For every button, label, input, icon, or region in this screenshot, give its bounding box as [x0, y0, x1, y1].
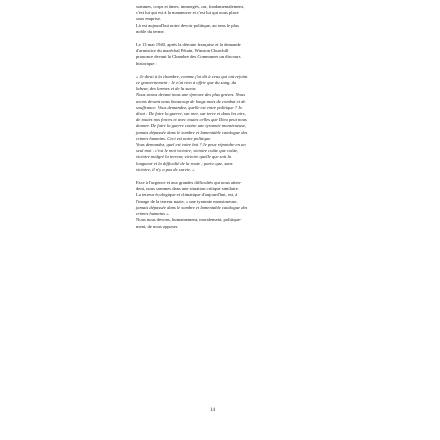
text-line: souffrance. Vous demandez, quelle est votre politique ? Je — [136, 104, 243, 110]
text-line: dent, nous sommes dans une situation critique similaire. — [136, 186, 239, 192]
paragraph-p4 — [136, 180, 306, 230]
text-line: crimes humains. Ceci est notre politique. — [136, 135, 212, 141]
text-line: Là est aujourd'hui notre devoir politique, au sens le plus — [136, 22, 239, 28]
text-line: ment, de nous opposer. — [136, 223, 179, 229]
text-line: sommes, corps et âmes, immergés, car, fondamentalement, — [136, 4, 245, 9]
text-line: donner. De faire la guerre contre une tyrannie monstrueuse, — [136, 123, 247, 129]
text-line: d'armistice du maréchal Pétain, Winston Churchill — [136, 48, 229, 54]
text-line: dirai : De faire la guerre, sur mer, sur terre et dans les airs, — [136, 111, 246, 117]
text-line: longueur et la difficulté de la route ; parce que, sans — [136, 160, 233, 166]
text-column — [136, 4, 306, 237]
paragraph-p2 — [136, 42, 306, 67]
paragraph-p3 — [136, 74, 306, 173]
text-line: Nous nous devons, humainement, moralement, politique- — [136, 217, 242, 223]
text-line: victoire malgré la terreur, victoire quelle que soit la — [136, 154, 232, 160]
text-line: Face à l'urgence et aux grandes difficultés qui nous atten- — [136, 180, 242, 186]
text-line: jamais dépassée dans le sombre et lamentable catalogue des — [136, 204, 248, 210]
text-line: Le 13 mai 1940, après la déroute française et la demande — [136, 42, 241, 48]
text-line: l'image de la terreur nazie, « une tyrannie monstrueuse, — [136, 198, 238, 204]
text-line: Vous demandez, quel est votre but ? Je peux répondre en un — [136, 142, 246, 148]
text-line: seul mot : c'est le mot victoire, victoire coûte que coûte, — [136, 148, 239, 154]
text-line: « Je dirai à la chambre, comme j'ai dit à ceux qui ont rejoint — [136, 73, 248, 79]
text-line: Nous avons devant nous une épreuve des plus graves. Nous — [136, 92, 246, 98]
text-line: La terreur écologique et climatique d'aujourd'hui, est, à — [136, 192, 238, 198]
text-line: historique : — [136, 60, 157, 66]
text-line: sous emprise. — [136, 16, 162, 22]
text-line: de toutes nos forces et avec toutes celles que Dieu peut nous — [136, 117, 247, 123]
text-line: victoire, il n'y a pas de survie. » — [136, 166, 195, 172]
text-line: prononce devant la Chambre des Communes un discours — [136, 54, 241, 60]
paragraph-p1 — [136, 4, 306, 35]
text-line: labeur, des larmes et de la sueur. — [136, 86, 197, 92]
text-line: crimes humains ». — [136, 211, 170, 217]
page-number: 14 — [210, 408, 215, 413]
text-line: ce gouvernement : Je n'ai rien à offrir que du sang, du — [136, 80, 237, 86]
text-line: c'est lui qui est à la manœuvre et c'est lui qui nous place — [136, 10, 239, 16]
text-line: jamais dépassée dans le sombre et lamentable catalogue des — [136, 129, 248, 135]
text-line: noble du terme. — [136, 28, 165, 34]
text-line: avons devant nous beaucoup de longs mois de combat et de — [136, 98, 246, 104]
